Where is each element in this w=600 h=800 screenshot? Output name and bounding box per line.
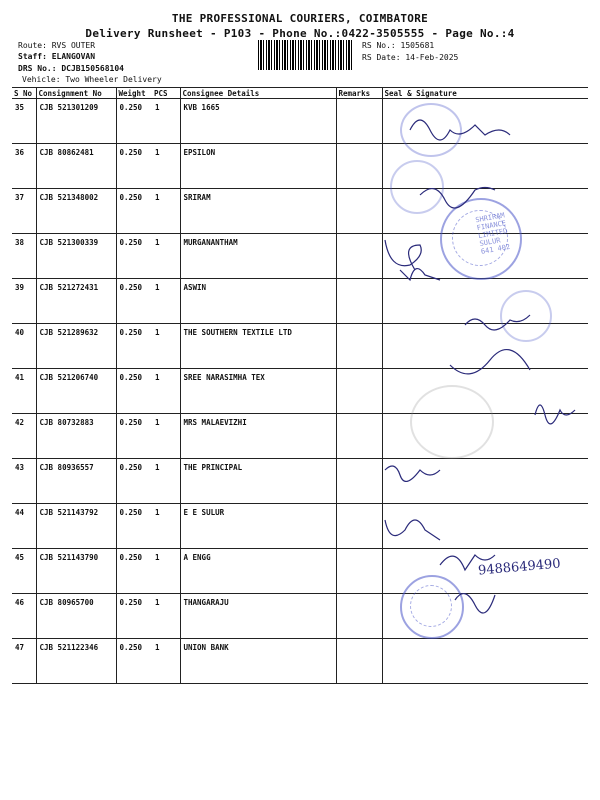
cell-pcs: 1 bbox=[152, 639, 180, 684]
cell-consignee: THE PRINCIPAL bbox=[180, 459, 336, 504]
cell-remarks bbox=[336, 189, 382, 234]
cell-remarks bbox=[336, 324, 382, 369]
cell-consignment: CJB 521206740 bbox=[36, 369, 116, 414]
cell-sno: 37 bbox=[12, 189, 36, 234]
cell-pcs: 1 bbox=[152, 504, 180, 549]
cell-signature bbox=[382, 369, 588, 414]
cell-sno: 39 bbox=[12, 279, 36, 324]
cell-weight: 0.250 bbox=[116, 639, 152, 684]
cell-sno: 41 bbox=[12, 369, 36, 414]
table-row bbox=[12, 369, 588, 414]
col-consignment: Consignment No bbox=[36, 88, 116, 99]
cell-weight: 0.250 bbox=[116, 279, 152, 324]
staff-label: Staff: ELANGOVAN bbox=[18, 52, 96, 61]
cell-signature bbox=[382, 639, 588, 684]
cell-sno: 45 bbox=[12, 549, 36, 594]
cell-weight: 0.250 bbox=[116, 369, 152, 414]
cell-sno: 42 bbox=[12, 414, 36, 459]
cell-weight: 0.250 bbox=[116, 99, 152, 144]
cell-remarks bbox=[336, 549, 382, 594]
cell-consignee: UNION BANK bbox=[180, 639, 336, 684]
cell-sno: 38 bbox=[12, 234, 36, 279]
col-sno: S No bbox=[12, 88, 36, 99]
cell-consignment: CJB 521289632 bbox=[36, 324, 116, 369]
cell-sno: 44 bbox=[12, 504, 36, 549]
cell-remarks bbox=[336, 234, 382, 279]
cell-sno: 35 bbox=[12, 99, 36, 144]
cell-consignee: MRS MALAEVIZHI bbox=[180, 414, 336, 459]
cell-weight: 0.250 bbox=[116, 504, 152, 549]
cell-pcs: 1 bbox=[152, 189, 180, 234]
cell-remarks bbox=[336, 414, 382, 459]
cell-consignment: CJB 521348002 bbox=[36, 189, 116, 234]
company-title: THE PROFESSIONAL COURIERS, COIMBATORE bbox=[171, 12, 429, 25]
cell-pcs: 1 bbox=[152, 369, 180, 414]
cell-consignee: SRIRAM bbox=[180, 189, 336, 234]
runsheet-title: Delivery Runsheet - P103 - Phone No.:0422-3505555 - Page No.:4 bbox=[85, 27, 515, 40]
cell-signature bbox=[382, 324, 588, 369]
drs-label: DRS No.: DCJB150568104 bbox=[18, 64, 124, 73]
handwritten-phone: 9488649490 bbox=[477, 556, 562, 579]
cell-consignee: MURGANANTHAM bbox=[180, 234, 336, 279]
cell-sno: 36 bbox=[12, 144, 36, 189]
cell-remarks bbox=[336, 459, 382, 504]
cell-remarks bbox=[336, 369, 382, 414]
table-row bbox=[12, 459, 588, 504]
cell-sno: 47 bbox=[12, 639, 36, 684]
table-row bbox=[12, 549, 588, 594]
table-row bbox=[12, 504, 588, 549]
cell-weight: 0.250 bbox=[116, 144, 152, 189]
vehicle-label: Vehicle: Two Wheeler Delivery bbox=[22, 75, 162, 84]
cell-weight: 0.250 bbox=[116, 594, 152, 639]
cell-remarks bbox=[336, 144, 382, 189]
cell-consignment: CJB 521143792 bbox=[36, 504, 116, 549]
cell-pcs: 1 bbox=[152, 144, 180, 189]
company-seal-inner bbox=[452, 210, 508, 266]
col-pcs: PCS bbox=[152, 88, 180, 99]
cell-consignment: CJB 521122346 bbox=[36, 639, 116, 684]
cell-signature bbox=[382, 99, 588, 144]
cell-weight: 0.250 bbox=[116, 324, 152, 369]
cell-sno: 43 bbox=[12, 459, 36, 504]
runsheet-table bbox=[12, 87, 588, 684]
cell-consignment: CJB 521143790 bbox=[36, 549, 116, 594]
cell-sno: 40 bbox=[12, 324, 36, 369]
cell-pcs: 1 bbox=[152, 99, 180, 144]
cell-signature bbox=[382, 504, 588, 549]
cell-consignee: ASWIN bbox=[180, 279, 336, 324]
cell-pcs: 1 bbox=[152, 549, 180, 594]
cell-signature bbox=[382, 459, 588, 504]
cell-consignee: A ENGG bbox=[180, 549, 336, 594]
cell-remarks bbox=[336, 594, 382, 639]
table-row bbox=[12, 144, 588, 189]
cell-consignment: CJB 80936557 bbox=[36, 459, 116, 504]
col-weight: Weight bbox=[116, 88, 152, 99]
table-row bbox=[12, 414, 588, 459]
cell-pcs: 1 bbox=[152, 234, 180, 279]
cell-consignee: THANGARAJU bbox=[180, 594, 336, 639]
cell-remarks bbox=[336, 99, 382, 144]
cell-consignment: CJB 80732883 bbox=[36, 414, 116, 459]
cell-consignee: E E SULUR bbox=[180, 504, 336, 549]
cell-consignment: CJB 80965700 bbox=[36, 594, 116, 639]
table-row bbox=[12, 99, 588, 144]
col-signature: Seal & Signature bbox=[382, 88, 588, 99]
cell-consignment: CJB 521300339 bbox=[36, 234, 116, 279]
cell-pcs: 1 bbox=[152, 324, 180, 369]
cell-weight: 0.250 bbox=[116, 234, 152, 279]
cell-pcs: 1 bbox=[152, 459, 180, 504]
cell-weight: 0.250 bbox=[116, 459, 152, 504]
col-remarks: Remarks bbox=[336, 88, 382, 99]
col-consignee: Consignee Details bbox=[180, 88, 336, 99]
cell-consignee: THE SOUTHERN TEXTILE LTD bbox=[180, 324, 336, 369]
cell-remarks bbox=[336, 504, 382, 549]
cell-consignment: CJB 521301209 bbox=[36, 99, 116, 144]
route-label: Route: RVS OUTER bbox=[18, 41, 96, 50]
cell-consignee: SREE NARASIMHA TEX bbox=[180, 369, 336, 414]
barcode-image bbox=[258, 40, 353, 70]
table-row bbox=[12, 639, 588, 684]
cell-consignment: CJB 80862481 bbox=[36, 144, 116, 189]
cell-weight: 0.250 bbox=[116, 189, 152, 234]
cell-weight: 0.250 bbox=[116, 414, 152, 459]
bank-seal-inner bbox=[410, 585, 452, 627]
cell-weight: 0.250 bbox=[116, 549, 152, 594]
cell-signature bbox=[382, 144, 588, 189]
cell-pcs: 1 bbox=[152, 594, 180, 639]
cell-consignment: CJB 521272431 bbox=[36, 279, 116, 324]
table-row bbox=[12, 279, 588, 324]
table-header bbox=[12, 88, 588, 99]
cell-sno: 46 bbox=[12, 594, 36, 639]
table-row bbox=[12, 594, 588, 639]
cell-remarks bbox=[336, 639, 382, 684]
table-row bbox=[12, 324, 588, 369]
rs-date: RS Date: 14-Feb-2025 bbox=[362, 53, 459, 62]
rs-number: RS No.: 1505681 bbox=[362, 41, 435, 50]
cell-signature bbox=[382, 414, 588, 459]
cell-consignee: KVB 1665 bbox=[180, 99, 336, 144]
cell-signature bbox=[382, 279, 588, 324]
cell-remarks bbox=[336, 279, 382, 324]
cell-pcs: 1 bbox=[152, 279, 180, 324]
cell-signature bbox=[382, 549, 588, 594]
stamp-text: SHRIRAM FINANCE LIMITED SULUR 641 402 bbox=[474, 211, 511, 256]
cell-pcs: 1 bbox=[152, 414, 180, 459]
cell-consignee: EPSILON bbox=[180, 144, 336, 189]
